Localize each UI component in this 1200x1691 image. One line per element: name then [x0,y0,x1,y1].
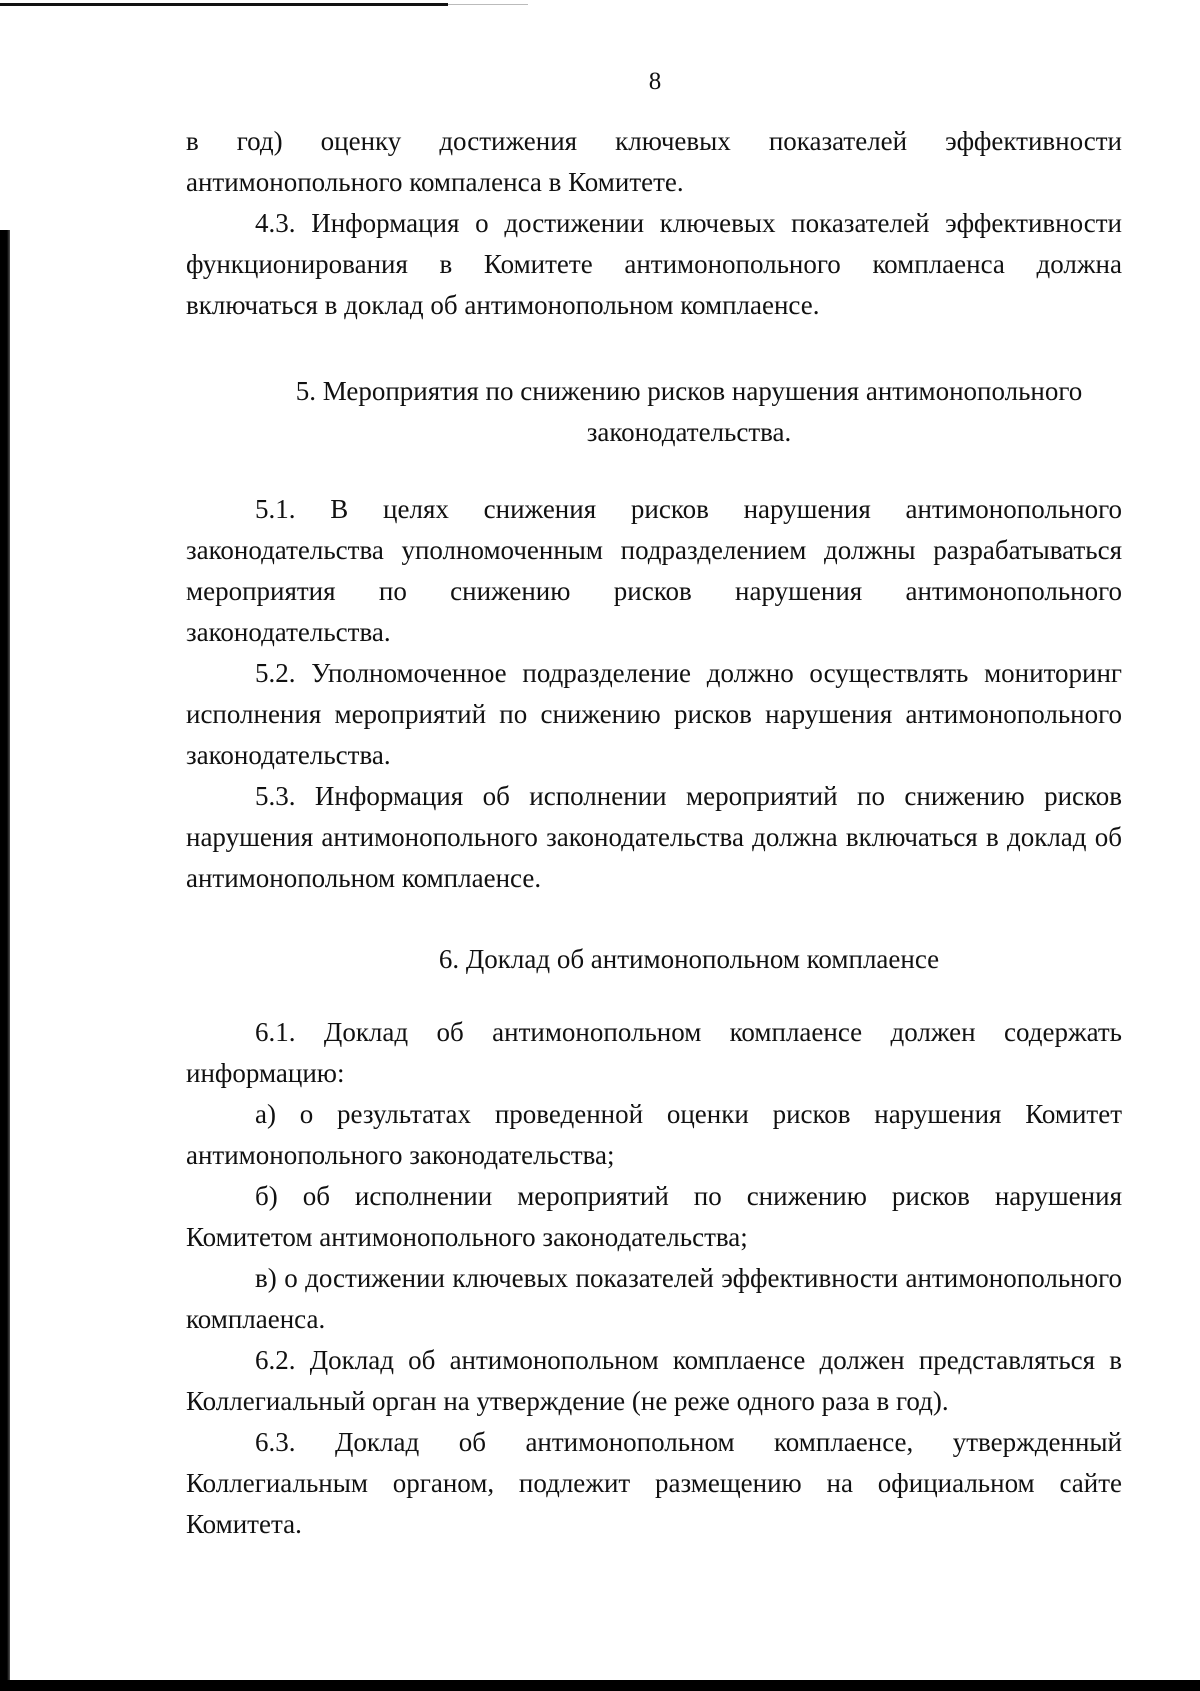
paragraph-6-1: 6.1. Доклад об антимонопольном комплаенсе должен содержать информацию: [186,1017,1122,1088]
section-5-heading: 5. Мероприятия по снижению рисков нарушения антимонопольного законодательства. [295,376,1083,447]
paragraph-5-3: 5.3. Информация об исполнении мероприятий по снижению рисков нарушения антимонопольного законодательства должна включаться в доклад об антимонопольном комплаенсе. [186,781,1122,893]
paragraph-4-3: 4.3. Информация о достижении ключевых показателей эффективности функционирования в Комитете антимонопольного комплаенса должна включаться в доклад об антимонопольном комплаенсе. [186,208,1122,320]
page-number: 8 [648,68,662,95]
paragraph-6-1-b: б) об исполнении мероприятий по снижению рисков нарушения Комитетом антимонопольного законодательства; [186,1181,1122,1252]
scan-edge-top-faint [448,4,528,5]
paragraph-6-1-a: а) о результатах проведенной оценки рисков нарушения Комитет антимонопольного законодательства; [186,1099,1122,1170]
paragraph-6-2: 6.2. Доклад об антимонопольном комплаенсе должен представляться в Коллегиальный орган на утверждение (не реже одного раза в год). [186,1345,1122,1416]
paragraph-5-2: 5.2. Уполномоченное подразделение должно осуществлять мониторинг исполнения мероприятий по снижению рисков нарушения антимонопольного законодательства. [186,658,1122,770]
paragraph-6-3: 6.3. Доклад об антимонопольном комплаенсе, утвержденный Коллегиальным органом, подлежит размещению на официальном сайте Комитета. [186,1427,1122,1539]
paragraph-6-1-c: в) о достижении ключевых показателей эффективности антимонопольного комплаенса. [186,1263,1122,1334]
scan-edge-top [0,3,448,6]
paragraph-continuation: в год) оценку достижения ключевых показателей эффективности антимонопольного компаленса в Комитете. [186,126,1122,197]
scan-edge-left [0,230,10,1691]
document-body [186,121,1122,1545]
scan-edge-bottom [0,1680,1200,1691]
paragraph-5-1: 5.1. В целях снижения рисков нарушения антимонопольного законодательства уполномоченным подразделением должны разрабатываться мероприятия по снижению рисков нарушения антимонопольного законодательства. [186,494,1122,647]
section-6-heading: 6. Доклад об антимонопольном комплаенсе [438,944,940,974]
